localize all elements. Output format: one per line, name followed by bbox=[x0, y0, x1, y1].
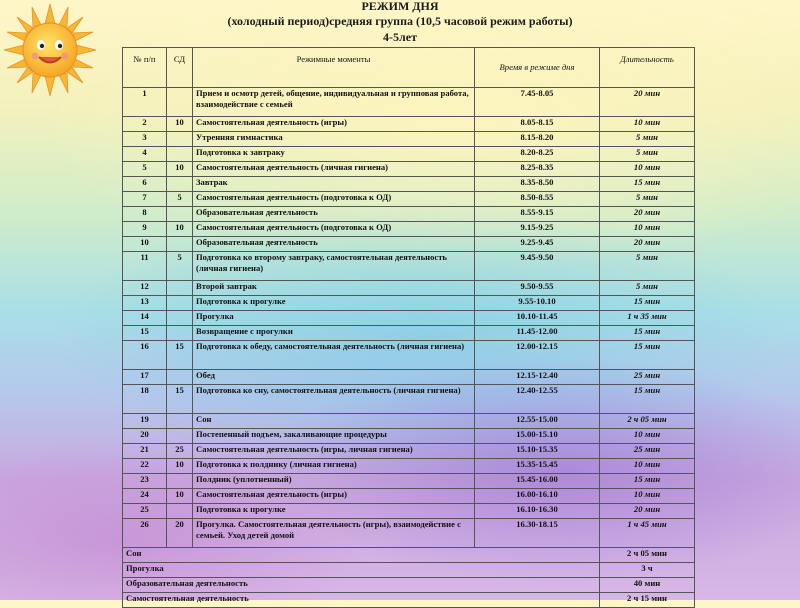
row-moment: Самостоятельная деятельность (подготовка к ОД) bbox=[193, 222, 475, 237]
row-duration: 15 мин bbox=[600, 296, 695, 311]
table-row bbox=[123, 147, 695, 162]
row-duration: 5 мин bbox=[600, 192, 695, 207]
row-moment: Прогулка bbox=[193, 311, 475, 326]
summary-row bbox=[123, 548, 695, 563]
row-sd bbox=[167, 474, 193, 489]
row-duration: 10 мин bbox=[600, 459, 695, 474]
row-duration: 15 мин bbox=[600, 177, 695, 192]
row-moment: Утренняя гимнастика bbox=[193, 132, 475, 147]
summary-value: 3 ч bbox=[600, 563, 695, 578]
table-row bbox=[123, 222, 695, 237]
row-duration: 2 ч 05 мин bbox=[600, 414, 695, 429]
row-sd bbox=[167, 429, 193, 444]
row-number: 12 bbox=[123, 281, 167, 296]
header-time: Время в режиме дня bbox=[475, 48, 600, 88]
row-moment: Сон bbox=[193, 414, 475, 429]
row-sd bbox=[167, 207, 193, 222]
row-time: 15.35-15.45 bbox=[475, 459, 600, 474]
summary-body bbox=[123, 548, 695, 608]
table-row bbox=[123, 444, 695, 459]
row-time: 12.55-15.00 bbox=[475, 414, 600, 429]
row-time: 7.45-8.05 bbox=[475, 88, 600, 117]
table-row bbox=[123, 370, 695, 385]
row-moment: Подготовка к прогулке bbox=[193, 296, 475, 311]
summary-value: 2 ч 05 мин bbox=[600, 548, 695, 563]
row-time: 12.40-12.55 bbox=[475, 385, 600, 414]
row-duration: 10 мин bbox=[600, 117, 695, 132]
row-number: 2 bbox=[123, 117, 167, 132]
summary-label: Самостоятельная деятельность bbox=[123, 593, 600, 608]
row-moment: Обед bbox=[193, 370, 475, 385]
row-number: 7 bbox=[123, 192, 167, 207]
row-sd: 15 bbox=[167, 341, 193, 370]
header-num: № п/п bbox=[123, 48, 167, 88]
row-time: 8.15-8.20 bbox=[475, 132, 600, 147]
row-duration: 5 мин bbox=[600, 132, 695, 147]
page-subtitle: (холодный период)средняя группа (10,5 часовой режим работы) bbox=[227, 14, 573, 28]
row-time: 8.05-8.15 bbox=[475, 117, 600, 132]
row-time: 10.10-11.45 bbox=[475, 311, 600, 326]
table-row bbox=[123, 474, 695, 489]
summary-label: Сон bbox=[123, 548, 600, 563]
row-number: 9 bbox=[123, 222, 167, 237]
row-duration: 25 мин bbox=[600, 370, 695, 385]
row-time: 15.10-15.35 bbox=[475, 444, 600, 459]
row-sd bbox=[167, 177, 193, 192]
row-moment: Подготовка ко второму завтраку, самостоятельная деятельность (личная гигиена) bbox=[193, 252, 475, 281]
row-time: 15.45-16.00 bbox=[475, 474, 600, 489]
row-number: 1 bbox=[123, 88, 167, 117]
table-row bbox=[123, 326, 695, 341]
row-moment: Завтрак bbox=[193, 177, 475, 192]
row-sd bbox=[167, 147, 193, 162]
row-time: 12.00-12.15 bbox=[475, 341, 600, 370]
header-duration: Длительность bbox=[600, 48, 695, 88]
row-moment: Подготовка к завтраку bbox=[193, 147, 475, 162]
row-moment: Возвращение с прогулки bbox=[193, 326, 475, 341]
row-moment: Постепенный подъем, закаливающие процедуры bbox=[193, 429, 475, 444]
row-time: 8.35-8.50 bbox=[475, 177, 600, 192]
row-number: 13 bbox=[123, 296, 167, 311]
row-moment: Образовательная деятельность bbox=[193, 237, 475, 252]
row-duration: 15 мин bbox=[600, 385, 695, 414]
row-moment: Самостоятельная деятельность (игры, личная гигиена) bbox=[193, 444, 475, 459]
table-row bbox=[123, 207, 695, 222]
row-number: 19 bbox=[123, 414, 167, 429]
row-duration: 20 мин bbox=[600, 504, 695, 519]
row-number: 6 bbox=[123, 177, 167, 192]
row-moment: Подготовка ко сну, самостоятельная деятельность (личная гигиена) bbox=[193, 385, 475, 414]
row-sd bbox=[167, 296, 193, 311]
row-time: 9.15-9.25 bbox=[475, 222, 600, 237]
row-sd: 15 bbox=[167, 385, 193, 414]
schedule-table bbox=[122, 47, 695, 608]
summary-label: Образовательная деятельность bbox=[123, 578, 600, 593]
summary-row bbox=[123, 593, 695, 608]
table-row bbox=[123, 162, 695, 177]
row-sd: 10 bbox=[167, 459, 193, 474]
age-group: 4-5лет bbox=[383, 30, 417, 44]
header-moments: Режимные моменты bbox=[193, 48, 475, 88]
row-sd bbox=[167, 311, 193, 326]
row-time: 12.15-12.40 bbox=[475, 370, 600, 385]
row-sd bbox=[167, 414, 193, 429]
row-duration: 20 мин bbox=[600, 207, 695, 222]
row-sd: 20 bbox=[167, 519, 193, 548]
row-sd bbox=[167, 237, 193, 252]
row-duration: 5 мин bbox=[600, 147, 695, 162]
row-time: 15.00-15.10 bbox=[475, 429, 600, 444]
table-row bbox=[123, 341, 695, 370]
row-number: 15 bbox=[123, 326, 167, 341]
row-number: 8 bbox=[123, 207, 167, 222]
row-moment: Подготовка к обеду, самостоятельная деятельность (личная гигиена) bbox=[193, 341, 475, 370]
row-duration: 10 мин bbox=[600, 429, 695, 444]
row-duration: 1 ч 35 мин bbox=[600, 311, 695, 326]
row-sd bbox=[167, 281, 193, 296]
row-duration: 20 мин bbox=[600, 88, 695, 117]
row-duration: 1 ч 45 мин bbox=[600, 519, 695, 548]
row-duration: 5 мин bbox=[600, 281, 695, 296]
row-time: 8.25-8.35 bbox=[475, 162, 600, 177]
summary-value: 2 ч 15 мин bbox=[600, 593, 695, 608]
row-number: 17 bbox=[123, 370, 167, 385]
table-row bbox=[123, 252, 695, 281]
row-moment: Самостоятельная деятельность (личная гигиена) bbox=[193, 162, 475, 177]
row-number: 5 bbox=[123, 162, 167, 177]
row-sd bbox=[167, 132, 193, 147]
row-number: 22 bbox=[123, 459, 167, 474]
row-time: 8.50-8.55 bbox=[475, 192, 600, 207]
row-time: 16.10-16.30 bbox=[475, 504, 600, 519]
table-row bbox=[123, 385, 695, 414]
table-header-row bbox=[123, 48, 695, 88]
row-duration: 15 мин bbox=[600, 326, 695, 341]
table-row bbox=[123, 192, 695, 207]
row-moment: Подготовка к прогулке bbox=[193, 504, 475, 519]
row-sd bbox=[167, 88, 193, 117]
summary-row bbox=[123, 578, 695, 593]
table-row bbox=[123, 177, 695, 192]
row-sd: 10 bbox=[167, 489, 193, 504]
row-duration: 5 мин bbox=[600, 252, 695, 281]
table-row bbox=[123, 489, 695, 504]
row-duration: 10 мин bbox=[600, 162, 695, 177]
row-time: 9.50-9.55 bbox=[475, 281, 600, 296]
row-time: 16.30-18.15 bbox=[475, 519, 600, 548]
row-time: 9.45-9.50 bbox=[475, 252, 600, 281]
row-moment: Подготовка к полднику (личная гигиена) bbox=[193, 459, 475, 474]
row-time: 11.45-12.00 bbox=[475, 326, 600, 341]
row-time: 9.25-9.45 bbox=[475, 237, 600, 252]
row-time: 8.20-8.25 bbox=[475, 147, 600, 162]
row-sd bbox=[167, 326, 193, 341]
row-number: 14 bbox=[123, 311, 167, 326]
row-moment: Полдник (уплотненный) bbox=[193, 474, 475, 489]
row-sd bbox=[167, 370, 193, 385]
summary-row bbox=[123, 563, 695, 578]
summary-value: 40 мин bbox=[600, 578, 695, 593]
row-moment: Прием и осмотр детей, общение, индивидуальная и групповая работа, взаимодействие с семьей bbox=[193, 88, 475, 117]
row-number: 4 bbox=[123, 147, 167, 162]
row-number: 10 bbox=[123, 237, 167, 252]
table-row bbox=[123, 459, 695, 474]
table-row bbox=[123, 237, 695, 252]
table-row bbox=[123, 132, 695, 147]
row-number: 16 bbox=[123, 341, 167, 370]
table-row bbox=[123, 296, 695, 311]
table-row bbox=[123, 414, 695, 429]
table-body bbox=[123, 88, 695, 548]
header-sd: СД bbox=[167, 48, 193, 88]
summary-label: Прогулка bbox=[123, 563, 600, 578]
row-duration: 10 мин bbox=[600, 489, 695, 504]
row-duration: 20 мин bbox=[600, 237, 695, 252]
table-row bbox=[123, 117, 695, 132]
row-sd: 10 bbox=[167, 222, 193, 237]
table-row bbox=[123, 311, 695, 326]
row-time: 8.55-9.15 bbox=[475, 207, 600, 222]
row-number: 18 bbox=[123, 385, 167, 414]
row-sd: 25 bbox=[167, 444, 193, 459]
row-sd bbox=[167, 504, 193, 519]
row-duration: 10 мин bbox=[600, 222, 695, 237]
row-sd: 10 bbox=[167, 162, 193, 177]
row-moment: Самостоятельная деятельность (игры) bbox=[193, 117, 475, 132]
row-moment: Образовательная деятельность bbox=[193, 207, 475, 222]
row-moment: Самостоятельная деятельность (игры) bbox=[193, 489, 475, 504]
row-number: 3 bbox=[123, 132, 167, 147]
table-row bbox=[123, 429, 695, 444]
row-time: 9.55-10.10 bbox=[475, 296, 600, 311]
row-time: 16.00-16.10 bbox=[475, 489, 600, 504]
page-title: РЕЖИМ ДНЯ bbox=[361, 0, 439, 13]
row-moment: Прогулка. Самостоятельная деятельность (игры), взаимодействие с семьей. Уход детей домой bbox=[193, 519, 475, 548]
row-sd: 5 bbox=[167, 252, 193, 281]
row-number: 25 bbox=[123, 504, 167, 519]
row-sd: 5 bbox=[167, 192, 193, 207]
row-number: 24 bbox=[123, 489, 167, 504]
row-duration: 15 мин bbox=[600, 341, 695, 370]
row-number: 26 bbox=[123, 519, 167, 548]
row-number: 21 bbox=[123, 444, 167, 459]
row-duration: 15 мин bbox=[600, 474, 695, 489]
row-number: 11 bbox=[123, 252, 167, 281]
row-sd: 10 bbox=[167, 117, 193, 132]
table-row bbox=[123, 519, 695, 548]
table-row bbox=[123, 281, 695, 296]
row-number: 23 bbox=[123, 474, 167, 489]
row-duration: 25 мин bbox=[600, 444, 695, 459]
row-moment: Второй завтрак bbox=[193, 281, 475, 296]
table-row bbox=[123, 88, 695, 117]
table-row bbox=[123, 504, 695, 519]
row-moment: Самостоятельная деятельность (подготовка к ОД) bbox=[193, 192, 475, 207]
row-number: 20 bbox=[123, 429, 167, 444]
